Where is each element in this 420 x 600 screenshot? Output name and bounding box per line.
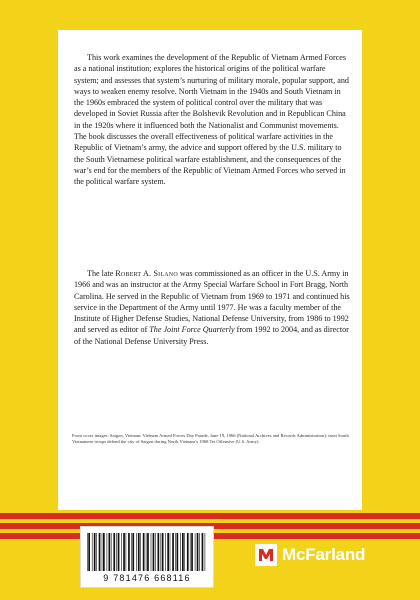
author-bio-text-1: was commissioned as an officer in the U.S. Army in 1966 and was an instructor at the Army Special Warfare School in Fort Bragg, North Carolina. He served in the Republic of Vietnam from 1969 to 1971 and continued his service in the Department of the Army until 1977. He was a faculty member of the Institute of Higher Defense Studies, National Defense University, from 1986 to 1992 and served as editor of	[74, 269, 350, 335]
back-cover-text-panel	[58, 30, 362, 510]
red-stripe	[0, 513, 420, 519]
journal-title: The Joint Force Quarterly	[149, 325, 235, 335]
barcode-bars-icon	[87, 533, 207, 571]
book-description: This work examines the development of the Republic of Vietnam Armed Forces as a national institution; explores the historical origins of the political warfare system; and assesses that system’s nurturing of military morale, popular support, and ways to weaken enemy resolve. North Vietnam in the 1940s and South Vietnam in the 1960s embraced the system of political control over the military that was developed in Soviet Russia after the Bolshevik Revolution and in Republican China in the 1920s where it influenced both the Nationalist and Communist movements. The book discusses the overall effectiveness of political warfare activities in the Republic of Vietnam’s army, the advice and support offered by the U.S. military to the South Vietnamese political warfare establishment, and the consequences of the war’s end for the members of the Republic of Vietnam Armed Forces who served in the political warfare system.	[74, 53, 349, 187]
publisher-name: McFarland	[282, 545, 366, 564]
cover-image-credits: Front cover images: Saigon, Vietnam. Vietnam Armed Forces Day Parade, June 19, 1966 (National Archives and Records Administration); inset South Vietnamese troops defend the city of Saigon during North Vietnam’s 1968 Tet Offensive (U.S. Army).	[72, 433, 349, 445]
author-name: Robert A. Silano	[115, 269, 178, 278]
author-bio-text-2: from 1992 to 2004, and as director of the National Defense University Press.	[74, 325, 349, 346]
author-bio	[74, 268, 350, 347]
author-bio-prefix: The late	[87, 269, 116, 278]
isbn-number: 9 781476 668116	[103, 573, 191, 583]
isbn-barcode	[80, 526, 214, 588]
mcfarland-logo-icon	[255, 544, 277, 566]
publisher-mark	[255, 540, 365, 570]
